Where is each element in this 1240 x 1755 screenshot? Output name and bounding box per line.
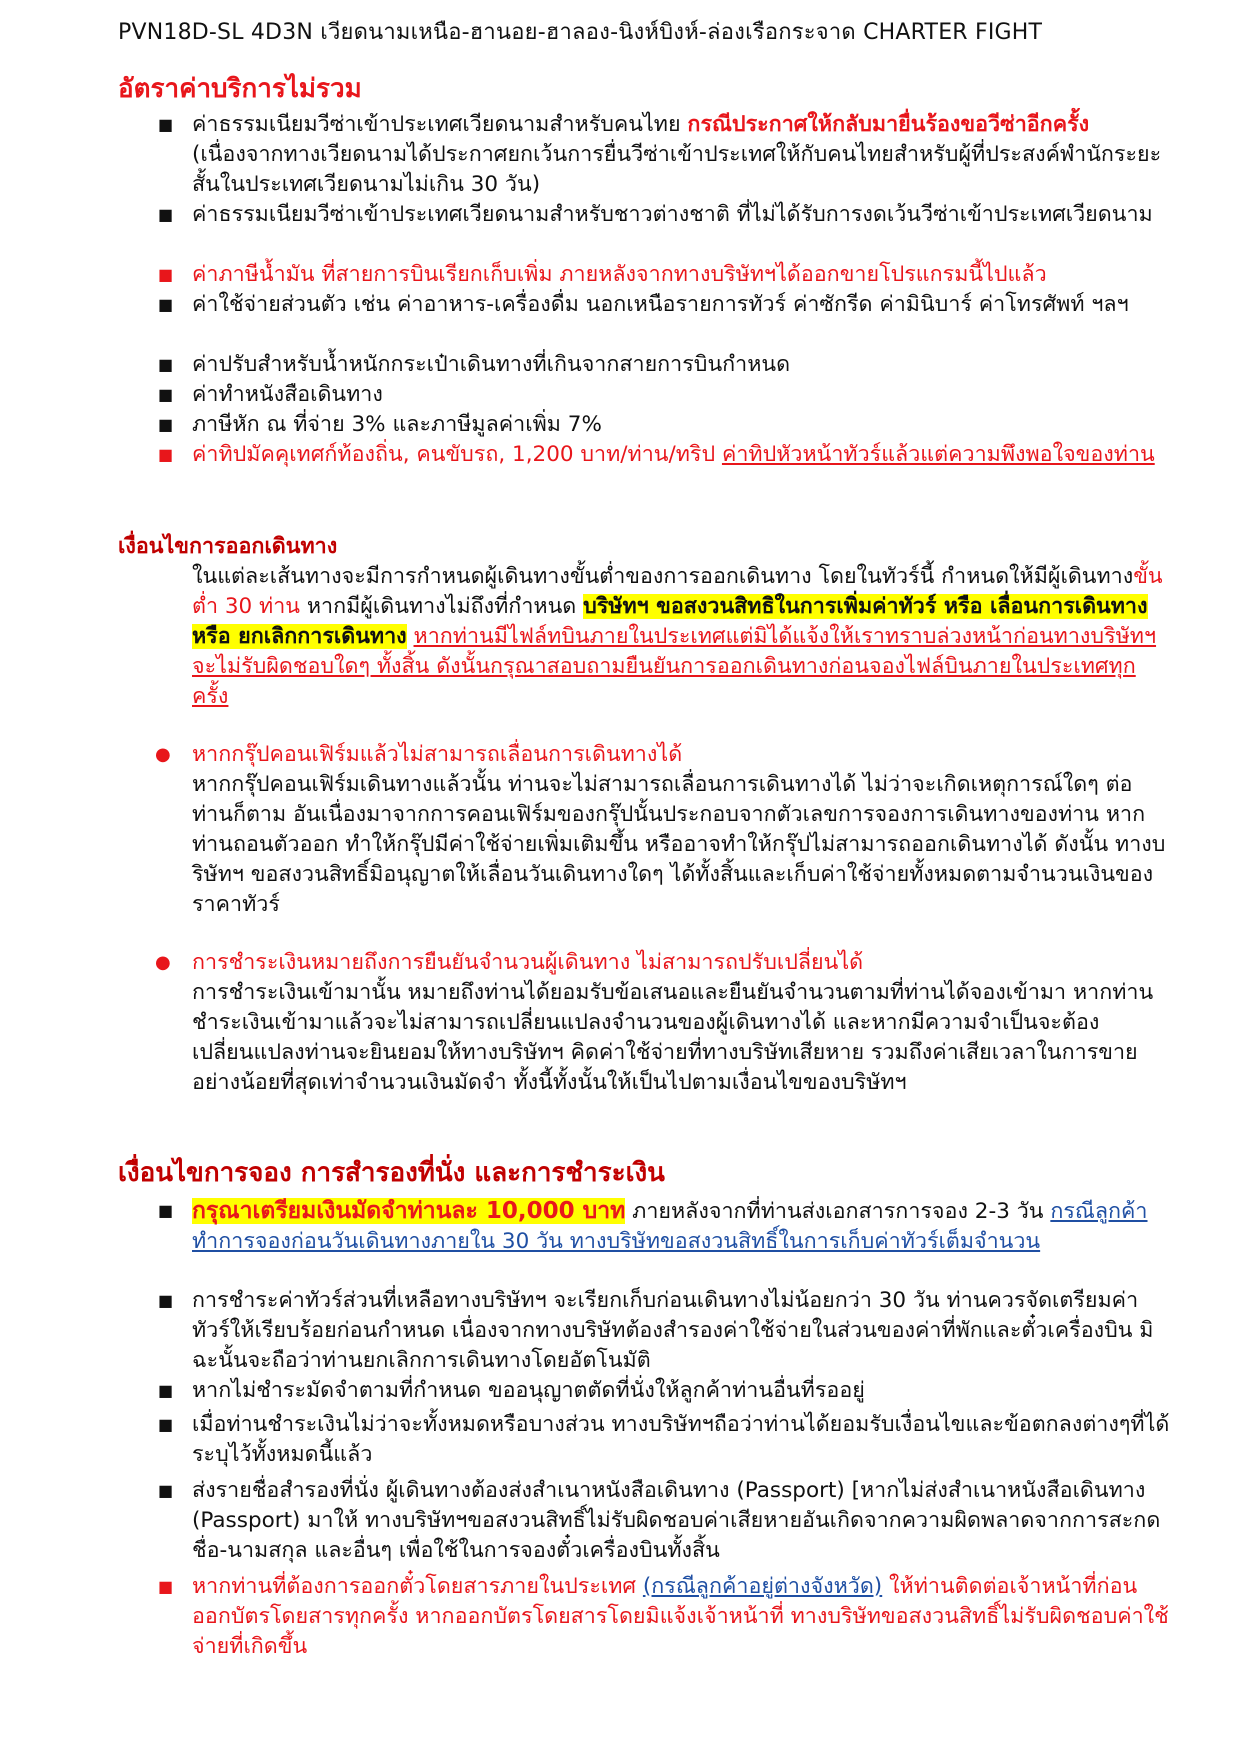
square-bullet-icon: ■ xyxy=(158,1381,174,1400)
square-bullet-icon: ■ xyxy=(158,1577,174,1596)
section-title-booking: เงื่อนไขการจอง การสำรองที่นั่ง และการชำระเงิน xyxy=(118,1158,665,1188)
bullet-title: หากกรุ๊ปคอนเฟิร์มแล้วไม่สามารถเลื่อนการเดินทางได้ xyxy=(192,742,683,767)
spacer-text xyxy=(407,624,414,649)
list-item: เมื่อท่านชำระเงินไม่ว่าจะทั้งหมดหรือบางส่วน ทางบริษัทฯถือว่าท่านได้ยอมรับเงื่อนไขและข้อตกลงต่างๆที่ได้ระบุไว้ทั้งหมดนี้แล้ว xyxy=(192,1412,1170,1467)
square-bullet-icon: ■ xyxy=(158,445,174,464)
item-text: หากท่านที่ต้องการออกตั๋วโดยสารภายในประเทศ xyxy=(192,1574,643,1599)
bullet-title: การชำระเงินหมายถึงการยืนยันจำนวนผู้เดินทาง ไม่สามารถปรับเปลี่ยนได้ xyxy=(192,950,864,975)
list-item: ค่าใช้จ่ายส่วนตัว เช่น ค่าอาหาร-เครื่องดื่ม นอกเหนือรายการทัวร์ ค่าซักรีด ค่ามินิบาร์ ค่าโทรศัพท์ ฯลฯ xyxy=(192,292,1129,317)
list-item: การชำระค่าทัวร์ส่วนที่เหลือทางบริษัทฯ จะเรียกเก็บก่อนเดินทางไม่น้อยกว่า 30 วัน ท่านควรจัดเตรียมค่าทัวร์ให้เรียบร้อยก่อนกำหนด เนื่องจากทางบริษัทต้องสำรองค่าใช้จ่ายในส่วนของค่าที่พักและตั๋วเครื่องบิน มิฉะนั้นจะถือว่าท่านยกเลิกการเดินทางโดยอัตโนมัติ xyxy=(192,1288,1154,1373)
item-emphasis: กรณีประกาศให้กลับมายื่นร้องขอวีซ่าอีกครั้ง xyxy=(687,112,1090,137)
bullet-text: หากกรุ๊ปคอนเฟิร์มเดินทางแล้วนั้น ท่านจะไม่สามารถเลื่อนการเดินทางได้ ไม่ว่าจะเกิดเหตุการณ์ใดๆ ต่อท่านก็ตาม อันเนื่องมาจากการคอนเฟิร์มของกรุ๊ปนั้นประกอบจากตัวเลขการจองการเดินทางของท่าน หากท่านถอนตัวออก ทำให้กรุ๊ปมีค่าใช้จ่ายเพิ่มเติมขึ้น หรืออาจทำให้กรุ๊ปไม่สามารถออกเดินทางได้ ดังนั้น ทางบริษัทฯ ขอสงวนสิทธิ์มิอนุญาตให้เลื่อนวันเดินทางใดๆ ได้ทั้งสิ้นและเก็บค่าใช้จ่ายทั้งหมดตามจำนวนเงินของราคาทัวร์ xyxy=(192,772,1166,917)
square-bullet-icon: ■ xyxy=(158,295,174,314)
section-title-departure: เงื่อนไขการออกเดินทาง xyxy=(118,534,338,559)
item-text: ค่าทิปมัคคุเทศก์ท้องถิ่น, คนขับรถ, 1,200 บาท/ท่าน/ทริป xyxy=(192,442,722,467)
highlight-text: บริษัทฯ ขอสงวนสิทธิในการเพิ่มค่าทัวร์ หรือ เลื่อนการเดินทาง หรือ ยกเลิกการเดินทาง xyxy=(192,594,1148,649)
list-item: ค่าธรรมเนียมวีซ่าเข้าประเทศเวียดนามสำหรับชาวต่างชาติ ที่ไม่ได้รับการงดเว้นวีซ่าเข้าประเทศเวียดนาม xyxy=(192,202,1153,227)
square-bullet-icon: ■ xyxy=(158,1415,174,1434)
item-text: (เนื่องจากทางเวียดนามได้ประกาศยกเว้นการยื่นวีซ่าเข้าประเทศให้กับคนไทยสำหรับผู้ที่ประสงค์พำนักระยะสั้นในประเทศเวียดนามไม่เกิน 30 วัน) xyxy=(192,142,1162,197)
list-item xyxy=(192,1196,1172,1257)
section-title-not-included: อัตราค่าบริการไม่รวม xyxy=(118,74,362,104)
square-bullet-icon: ■ xyxy=(158,1201,174,1220)
item-text: ค่าธรรมเนียมวีซ่าเข้าประเทศเวียดนามสำหรับคนไทย xyxy=(192,112,688,137)
min-travelers: ขั้นต่ำ 30 ท่าน xyxy=(192,564,1163,619)
para-text: หากมีผู้เดินทางไม่ถึงที่กำหนด xyxy=(300,594,584,619)
list-item: ค่าทำหนังสือเดินทาง xyxy=(192,382,383,407)
square-bullet-icon: ■ xyxy=(158,1291,174,1310)
list-item xyxy=(192,110,1172,200)
list-item: ส่งรายชื่อสำรองที่นั่ง ผู้เดินทางต้องส่งสำเนาหนังสือเดินทาง (Passport) [หากไม่ส่งสำเนาหนังสือเดินทาง (Passport) มาให้ ทางบริษัทฯขอสงวนสิทธิ์ไม่รับผิดชอบค่าเสียหายอันเกิดจากความผิดพลาดจากการสะกดชื่อ-นามสกุล และอื่นๆ เพื่อใช้ในการจองตั๋วเครื่องบินทั้งสิ้น xyxy=(192,1478,1161,1563)
list-item: ภาษีหัก ณ ที่จ่าย 3% และภาษีมูลค่าเพิ่ม 7% xyxy=(192,412,602,437)
square-bullet-icon: ■ xyxy=(158,205,174,224)
square-bullet-icon: ■ xyxy=(158,415,174,434)
square-bullet-icon: ■ xyxy=(158,355,174,374)
bullet-text: การชำระเงินเข้ามานั้น หมายถึงท่านได้ยอมรับข้อเสนอและยืนยันจำนวนตามที่ท่านได้จองเข้ามา หากท่านชำระเงินเข้ามาแล้วจะไม่สามารถเปลี่ยนแปลงจำนวนของผู้เดินทางได้ และหากมีความจำเป็นจะต้องเปลี่ยนแปลงท่านจะยินยอมให้ทางบริษัทฯ คิดค่าใช้จ่ายที่ทางบริษัทเสียหาย รวมถึงค่าเสียเวลาในการขาย อย่างน้อยที่สุดเท่าจำนวนเงินมัดจำ ทั้งนี้ทั้งนั้นให้เป็นไปตามเงื่อนไขของบริษัทฯ xyxy=(192,980,1154,1095)
document-header: PVN18D-SL 4D3N เวียดนามเหนือ-ฮานอย-ฮาลอง-นิงห์บิงห์-ล่องเรือกระจาด CHARTER FIGHT xyxy=(118,20,1043,45)
square-bullet-icon: ■ xyxy=(158,265,174,284)
round-bullet-icon: ● xyxy=(155,952,171,973)
item-text: ภายหลังจากที่ท่านส่งเอกสารการจอง 2-3 วัน xyxy=(625,1199,1051,1224)
item-text: ให้ท่านติดต่อเจ้าหน้าที่ก่อนออกบัตรโดยสารทุกครั้ง หากออกบัตรโดยสารโดยมิแจ้งเจ้าหน้าที่ ทางบริษัทขอสงวนสิทธิ์ไม่รับผิดชอบค่าใช้จ่ายที่เกิดขึ้น xyxy=(192,1574,1169,1659)
departure-paragraph xyxy=(192,562,1172,712)
list-item: ค่าภาษีน้ำมัน ที่สายการบินเรียกเก็บเพิ่ม ภายหลังจากทางบริษัทฯได้ออกขายโปรแกรมนี้ไปแล้ว xyxy=(192,262,1047,287)
deposit-highlight: กรุณาเตรียมเงินมัดจำท่านละ 10,000 บาท xyxy=(192,1198,626,1224)
item-underlined: ค่าทิปหัวหน้าทัวร์แล้วแต่ความพึงพอใจของท่าน xyxy=(721,442,1155,467)
warning-underlined: หากท่านมีไฟล์ทบินภายในประเทศแต่มิได้แจ้งให้เราทราบล่วงหน้าก่อนทางบริษัทฯ จะไม่รับผิดชอบใดๆ ทั้งสิ้น ดังนั้นกรุณาสอบถามยืนยันการออกเดินทางก่อนจองไฟล์บินภายในประเทศทุกครั้ง xyxy=(192,624,1157,709)
list-item: หากไม่ชำระมัดจำตามที่กำหนด ขออนุญาตตัดที่นั่งให้ลูกค้าท่านอื่นที่รออยู่ xyxy=(192,1378,865,1403)
square-bullet-icon: ■ xyxy=(158,385,174,404)
list-item xyxy=(192,1572,1172,1662)
list-item xyxy=(192,440,1172,470)
item-link-text: (กรณีลูกค้าอยู่ต่างจังหวัด) xyxy=(642,1574,883,1599)
round-bullet-icon: ● xyxy=(155,744,171,765)
square-bullet-icon: ■ xyxy=(158,1481,174,1500)
square-bullet-icon: ■ xyxy=(158,115,174,134)
para-text: ในแต่ละเส้นทางจะมีการกำหนดผู้เดินทางขั้นต่ำของการออกเดินทาง โดยในทัวร์นี้ กำหนดให้มีผู้เดินทาง xyxy=(192,564,1134,589)
item-link-text: กรณีลูกค้าทำการจองก่อนวันเดินทางภายใน 30 วัน ทางบริษัทขอสงวนสิทธิ์ในการเก็บค่าทัวร์เต็มจำนวน xyxy=(192,1199,1148,1254)
list-item: ค่าปรับสำหรับน้ำหนักกระเป๋าเดินทางที่เกินจากสายการบินกำหนด xyxy=(192,352,791,377)
